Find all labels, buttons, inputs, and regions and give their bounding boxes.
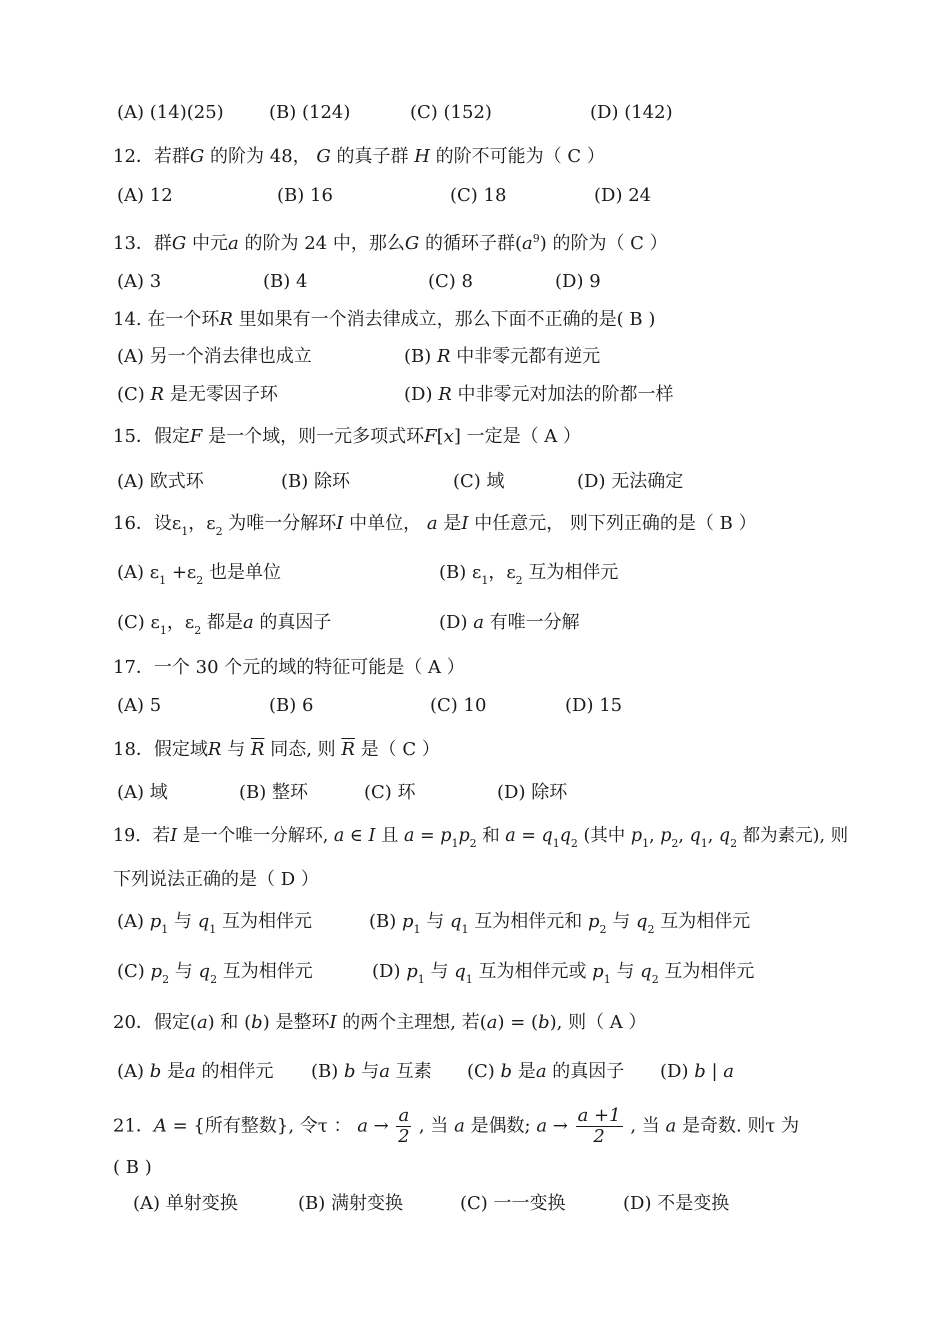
- q17-option-b: (B) 6: [269, 695, 314, 716]
- q20-option-c: (C) b 是a 的真因子: [467, 1061, 625, 1082]
- q11-option-b: (B) (124): [269, 102, 351, 123]
- q17-option-c: (C) 10: [430, 695, 487, 716]
- fraction-a-over-2: $\frac{a}{2}$: [398, 1105, 410, 1147]
- q20-option-b: (B) b 与a 互素: [311, 1061, 432, 1082]
- q16-option-d: (D) a 有唯一分解: [439, 612, 580, 633]
- q21-stem-line1: 21．A = {所有整数}, 令τ ： a → $\frac{a}{2}$ , 当 a 是偶数; a → $\frac{a +1}{2}$ , 当 a 是奇数. 则τ 为: [113, 1105, 800, 1147]
- q13-option-c: (C) 8: [428, 271, 473, 292]
- q12-option-c: (C) 18: [450, 185, 507, 206]
- q19-stem-line2: 下列说法正确的是（ D ）: [113, 869, 319, 890]
- q21-option-a: (A) 单射变换: [133, 1193, 238, 1214]
- q11-option-d: (D) (142): [590, 102, 673, 123]
- q16-option-a: (A) $\varepsilon_1 +\varepsilon_2$ 也是单位: [117, 562, 281, 587]
- q17-option-d: (D) 15: [565, 695, 623, 716]
- q19-option-c: (C) $p_2$ 与 $q_2$ 互为相伴元: [117, 961, 313, 986]
- q16-option-b: (B) $\varepsilon_1$，$\varepsilon_2$ 互为相伴元: [439, 562, 619, 587]
- q20-stem: 20．假定(a) 和 (b) 是整环I 的两个主理想, 若(a) = (b), 则（ A ）: [113, 1012, 647, 1033]
- q18-option-c: (C) 环: [364, 782, 416, 803]
- q18-option-d: (D) 除环: [497, 782, 568, 803]
- q11-option-c: (C) (152): [410, 102, 492, 123]
- q13-stem: 13．群G 中元a 的阶为 24 中，那么G 的循环子群$(a^9)$ 的阶为（ C ）: [113, 232, 668, 254]
- q21-option-c: (C) 一一变换: [460, 1193, 566, 1214]
- q18-stem: 18．假定域R 与 $\overline{R}$ 同态, 则 $\overline{R}$ 是（ C ）: [113, 739, 440, 760]
- q21-option-b: (B) 满射变换: [298, 1193, 403, 1214]
- q15-option-a: (A) 欧式环: [117, 471, 204, 492]
- q14-option-c: (C) R 是无零因子环: [117, 384, 278, 405]
- q13-option-a: (A) 3: [117, 271, 162, 292]
- q12-option-d: (D) 24: [594, 185, 652, 206]
- q13-option-d: (D) 9: [555, 271, 601, 292]
- q16-stem: 16．设$\varepsilon_1$，$\varepsilon_2$ 为唯一分解环I 中单位， a 是I 中任意元， 则下列正确的是（ B ）: [113, 513, 757, 538]
- q19-option-b: (B) $p_1$ 与 $q_1$ 互为相伴元和 $p_2$ 与 $q_2$ 互为相伴元: [369, 911, 751, 936]
- q13-option-b: (B) 4: [263, 271, 308, 292]
- q17-option-a: (A) 5: [117, 695, 162, 716]
- q16-option-c: (C) $\varepsilon_1$，$\varepsilon_2$ 都是a 的真因子: [117, 612, 332, 637]
- q20-option-d: (D) b | a: [660, 1061, 734, 1082]
- q21-stem-line2: ( B ): [113, 1157, 152, 1178]
- q17-stem: 17．一个 30 个元的域的特征可能是（ A ）: [113, 657, 465, 678]
- q14-option-d: (D) R 中非零元对加法的阶都一样: [404, 384, 674, 405]
- fraction-a-plus-1-over-2: $\frac{a +1}{2}$: [577, 1105, 621, 1147]
- q19-option-d: (D) $p_1$ 与 $q_1$ 互为相伴元或 $p_1$ 与 $q_2$ 互为相伴元: [372, 961, 755, 986]
- q15-stem: 15．假定F 是一个域，则一元多项式环F[x] 一定是（ A ）: [113, 426, 582, 447]
- q19-option-a: (A) $p_1$ 与 $q_1$ 互为相伴元: [117, 911, 313, 936]
- q15-option-b: (B) 除环: [281, 471, 350, 492]
- q15-option-d: (D) 无法确定: [577, 471, 684, 492]
- q12-option-b: (B) 16: [277, 185, 333, 206]
- q19-stem-line1: 19．若I 是一个唯一分解环, a ∈ I 且 $a = p_1p_2$ 和 $a = q_1q_2$ (其中 $p_1$, $p_2$, $q_1$, $q_2$ 都为素元), 则: [113, 826, 849, 850]
- q12-stem: 12．若群G 的阶为 48， G 的真子群 H 的阶不可能为（ C ）: [113, 146, 605, 167]
- q14-stem: 14. 在一个环R 里如果有一个消去律成立，那么下面不正确的是( B ): [113, 309, 656, 330]
- q18-option-b: (B) 整环: [239, 782, 308, 803]
- q11-option-a: (A) (14)(25): [117, 102, 224, 123]
- q14-option-a: (A) 另一个消去律也成立: [117, 346, 312, 367]
- q12-option-a: (A) 12: [117, 185, 173, 206]
- q15-option-c: (C) 域: [453, 471, 505, 492]
- q18-option-a: (A) 域: [117, 782, 168, 803]
- q14-option-b: (B) R 中非零元都有逆元: [404, 346, 601, 367]
- q20-option-a: (A) b 是a 的相伴元: [117, 1061, 274, 1082]
- q21-option-d: (D) 不是变换: [623, 1193, 730, 1214]
